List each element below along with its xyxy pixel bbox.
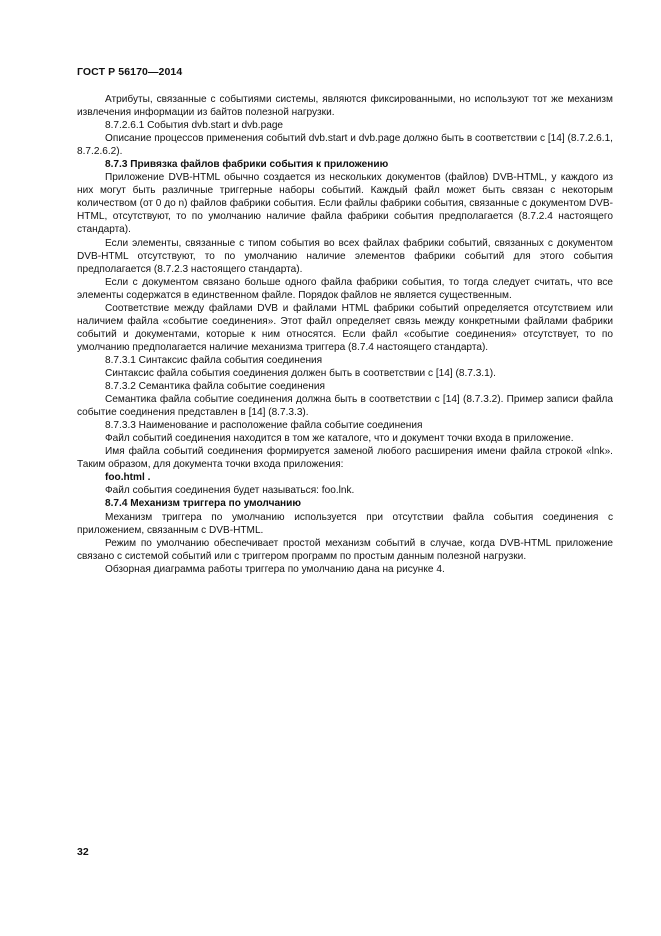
paragraph: Соответствие между файлами DVB и файлами HTML фабрики событий определяется отсутствием или наличием файла «событие соединения». Этот файл определяет связь между конкретными файлами фабрики событий и документами, которые к ним относятся. Если файл «событие соединения» отсутствует, то по умолчанию предполагается наличие механизма триггера (8.7.4 настоящего стандарта). [77,302,613,353]
paragraph: Атрибуты, связанные с событиями системы, являются фиксированными, но используют тот же механизм извлечения информации из байтов полезной нагрузки. [77,94,613,119]
document-header: ГОСТ Р 56170—2014 [77,66,183,78]
paragraph: Если с документом связано больше одного файла фабрики события, то тогда следует считать, что все элементы содержатся в единственном файле. Порядок файлов не является существенным. [77,276,613,301]
paragraph: Синтаксис файла события соединения должен быть в соответствии с [14] (8.7.3.1). [105,367,496,379]
paragraph: Если элементы, связанные с типом события во всех файлах фабрики событий, связанных с документом DVB-HTML отсутствуют, то по умолчанию наличие элементов фабрики событий для этого события предполагается (8.7.2.3 настоящего стандарта). [77,237,613,275]
paragraph: 8.7.3.2 Семантика файла событие соединения [105,381,325,393]
paragraph: Файл событий соединения находится в том же каталоге, что и документ точки входа в приложение. [105,433,574,445]
paragraph: Файл события соединения будет называться: foo.lnk. [105,485,355,497]
section-heading: 8.7.3 Привязка файлов фабрики события к приложению [105,159,389,171]
paragraph: 8.7.2.6.1 События dvb.start и dvb.page [105,120,284,132]
paragraph: 8.7.3.1 Синтаксис файла события соединения [105,354,323,366]
paragraph: Режим по умолчанию обеспечивает простой механизм событий в случае, когда DVB-HTML приложение связано с системой событий или с триггером программ по простым данным полезной нагрузки. [77,537,613,562]
paragraph: Имя файла событий соединения формируется заменой любого расширения имени файла строкой «lnk». Таким образом, для документа точки входа приложения: [77,446,613,471]
paragraph: Описание процессов применения событий dvb.start и dvb.page должно быть в соответствии с [14] (8.7.2.6.1, 8.7.2.6.2). [77,133,613,158]
section-heading: foo.html . [105,472,151,484]
paragraph: Приложение DVB-HTML обычно создается из нескольких документов (файлов) DVB-HTML, у каждого из них могут быть различные триггерные наборы событий. Каждый файл может быть связан с некоторым количеством (от 0 до n) файлов фабрики события. Если файлы фабрики события, связанные с документом DVB-HTML, отсутствуют, то по умолчанию наличие файла фабрики события предполагается (8.7.2.4 настоящего стандарта). [77,172,613,236]
paragraph: Обзорная диаграмма работы триггера по умолчанию дана на рисунке 4. [105,563,445,575]
paragraph: Семантика файла событие соединения должна быть в соответствии с [14] (8.7.3.2). Пример записи файла событие соединения представлен в [14] (8.7.3.3). [77,394,613,419]
section-heading: 8.7.4 Механизм триггера по умолчанию [105,498,301,510]
paragraph: 8.7.3.3 Наименование и расположение файла событие соединения [105,420,423,432]
page-number: 32 [77,846,89,858]
document-body [77,93,613,576]
paragraph: Механизм триггера по умолчанию используется при отсутствии файла события соединения с приложением, связанным с DVB-HTML. [77,511,613,536]
